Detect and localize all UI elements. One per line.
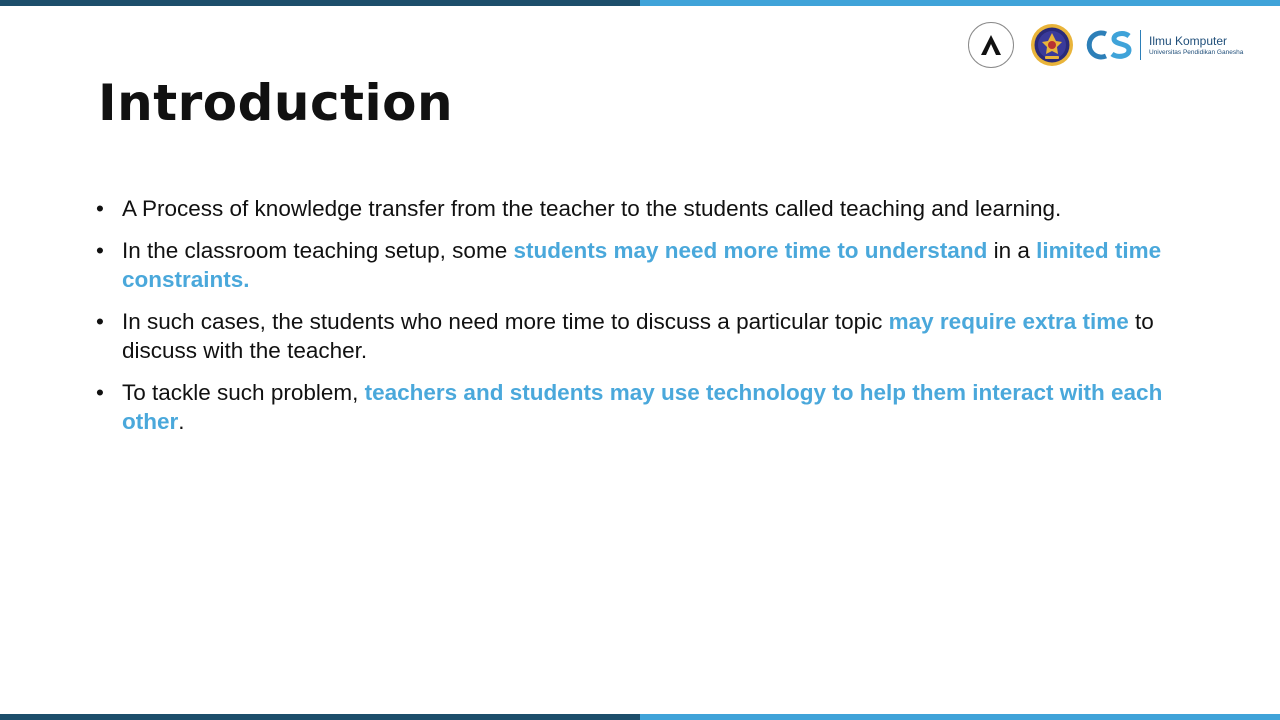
top-bar-light-segment bbox=[640, 0, 1280, 6]
bullet-item bbox=[96, 194, 1186, 223]
bullet-text: to discuss with the teacher. bbox=[122, 309, 1154, 363]
cs-text bbox=[1149, 34, 1243, 57]
cs-dept-name: Ilmu Komputer bbox=[1149, 33, 1228, 48]
bullet-marker: • bbox=[96, 196, 104, 221]
cs-mark-icon bbox=[1084, 28, 1134, 62]
logo-group bbox=[968, 22, 1243, 68]
bullet-text: In the classroom teaching setup, some bbox=[122, 238, 514, 263]
arrowhead-a-icon bbox=[968, 22, 1014, 68]
bullet-marker: • bbox=[96, 309, 104, 334]
cs-divider bbox=[1140, 30, 1141, 60]
slide-title: Introduction bbox=[98, 74, 454, 132]
university-seal-icon bbox=[1030, 23, 1074, 67]
bullet-marker: • bbox=[96, 238, 104, 263]
bullet-item bbox=[96, 378, 1186, 436]
cs-logo bbox=[1084, 28, 1243, 62]
bottom-bar-dark-segment bbox=[0, 714, 640, 720]
cs-university-name: Universitas Pendidikan Ganesha bbox=[1149, 48, 1244, 56]
top-bar-dark-segment bbox=[0, 0, 640, 6]
bottom-bar-light-segment bbox=[640, 714, 1280, 720]
bullet-text: In such cases, the students who need more time to discuss a particular topic bbox=[122, 309, 889, 334]
highlight-text: students may need more time to understand bbox=[513, 238, 988, 263]
bullet-text: . bbox=[178, 409, 185, 434]
bullet-text: To tackle such problem, bbox=[122, 380, 365, 405]
highlight-text: may require extra time bbox=[888, 309, 1129, 334]
bullet-item bbox=[96, 307, 1186, 365]
bullet-item bbox=[96, 236, 1186, 294]
bullet-marker: • bbox=[96, 380, 104, 405]
bottom-accent-bar bbox=[0, 714, 1280, 720]
top-accent-bar bbox=[0, 0, 1280, 6]
bullet-text: A Process of knowledge transfer from the teacher to the students called teaching and learning. bbox=[122, 196, 1062, 221]
bullet-list bbox=[96, 194, 1186, 449]
highlight-text: limited time constraints. bbox=[122, 238, 1162, 292]
bullet-text: in a bbox=[987, 238, 1037, 263]
highlight-text: teachers and students may use technology to help them interact with each other bbox=[122, 380, 1163, 434]
